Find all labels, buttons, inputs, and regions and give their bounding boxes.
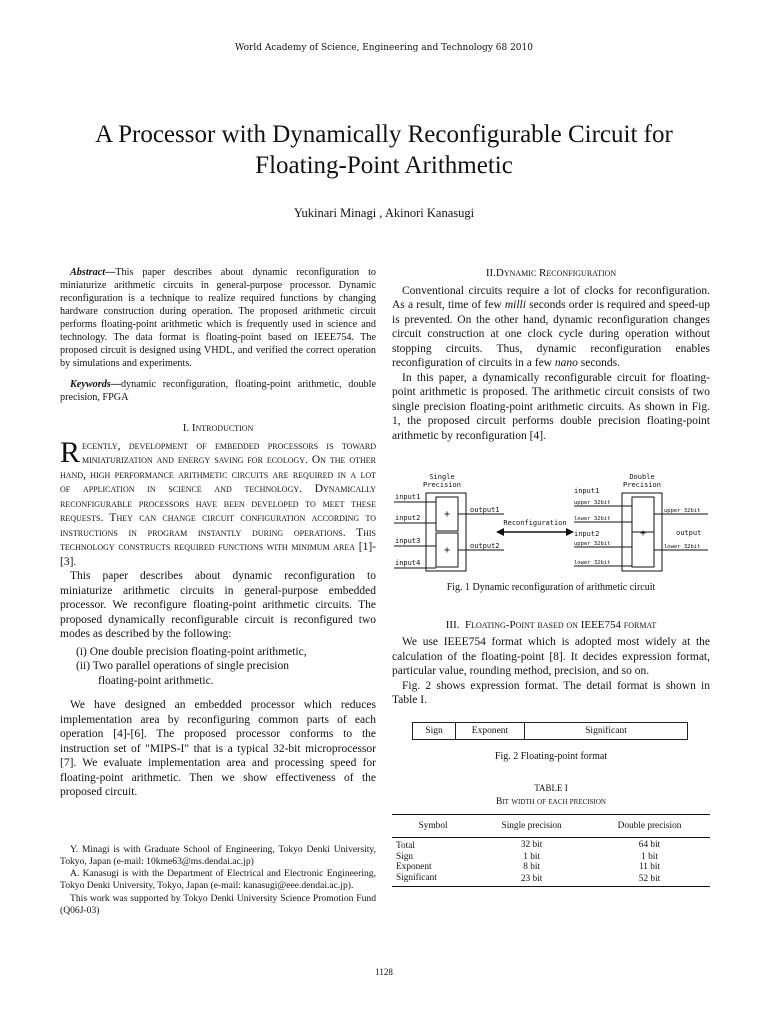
footnote-2: A. Kanasugi is with the Department of Electrical and Electronic Engineering, Tokyo Denki University, Tokyo, Japan (e-mail: kanasugi@eee.dendai.ac.jp). bbox=[60, 868, 376, 892]
section-number: II. bbox=[485, 267, 496, 279]
figure-1-diagram bbox=[392, 473, 710, 573]
fp-paragraph-2: Fig. 2 shows expression format. The detail format is shown in Table I. bbox=[392, 679, 710, 706]
fig1-double-lower-in2: lower 32bit bbox=[574, 560, 611, 566]
footnote-1: Y. Minagi is with Graduate School of Engineering, Tokyo Denki University, Tokyo, Japan (e-mail: 10kme63@ms.dendai.ac.jp) bbox=[60, 843, 376, 867]
table-row bbox=[392, 873, 710, 887]
section-title: Floating-Point based on IEEE754 format bbox=[465, 618, 657, 631]
text-span: Conventional circuits require a lot of clocks for reconfiguration. As a result, time of few bbox=[392, 284, 710, 311]
keywords-text: dynamic reconfiguration, floating-point arithmetic, double precision, FPGA bbox=[60, 379, 376, 403]
fig1-output1: output1 bbox=[470, 506, 500, 514]
table-row bbox=[392, 862, 710, 873]
table-header-row bbox=[392, 814, 710, 838]
table-cell: Sign bbox=[396, 851, 414, 862]
fig1-plus-1: + bbox=[443, 509, 451, 520]
fig1-double-label2: Precision bbox=[623, 481, 661, 489]
drop-cap: R bbox=[60, 435, 81, 469]
fig1-input3: input3 bbox=[395, 537, 421, 545]
section-heading-dynamic-reconfiguration bbox=[392, 266, 710, 281]
section-heading-floating-point bbox=[392, 618, 710, 633]
reconfig-paragraph-2: In this paper, a dynamically reconfigurable circuit for floating-point arithmetic is proposed. The arithmetic circuit consists of two single precision floating-point arithmetic circuits. As shown in Fig. 1, the proposed circuit performs double precision floating-point arithmetic by reconfiguration [4]. bbox=[392, 371, 710, 442]
intro-paragraph-2: This paper describes about dynamic reconfiguration to miniaturize arithmetic circuits in general-purpose embedded processor. We reconfigure floating-point arithmetic circuits. The proposed dynamically reconfigurable circuit is reconfigured two modes as described by the following: bbox=[60, 570, 376, 640]
fig1-double-upper-in2: upper 32bit bbox=[574, 541, 611, 547]
fig1-arrow-left-icon bbox=[496, 528, 504, 536]
fig1-double-input2: input2 bbox=[574, 530, 600, 538]
paper-authors: Yukinari Minagi , Akinori Kanasugi bbox=[293, 206, 475, 220]
fig1-output2: output2 bbox=[470, 542, 500, 550]
table-header-double: Double precision bbox=[617, 820, 682, 831]
footnote-3: This work was supported by Tokyo Denki University Science Promotion Fund (Q06J-03) bbox=[60, 892, 376, 916]
fp-paragraph-1: We use IEEE754 format which is adopted most widely at the calculation of the floating-point [8]. It decides expression format, particular value, rounding method, precision, and so on. bbox=[392, 636, 710, 677]
table-1-label: TABLE I bbox=[534, 782, 568, 793]
table-cell: 1 bit bbox=[641, 851, 658, 862]
fig2-cell-significant: Significant bbox=[525, 722, 688, 740]
figure-1-caption: Fig. 1 Dynamic reconfiguration of arithmetic circuit bbox=[446, 582, 656, 593]
table-cell: Total bbox=[396, 841, 415, 851]
figure-1-svg bbox=[392, 473, 710, 583]
table-cell: Exponent bbox=[396, 862, 432, 872]
fig2-cell-exponent: Exponent bbox=[456, 722, 525, 740]
fig1-double-lower-out: lower 32bit bbox=[664, 544, 701, 550]
section-number: I. bbox=[182, 422, 190, 434]
fig2-cell-sign: Sign bbox=[413, 722, 456, 740]
section-title: Introduction bbox=[191, 422, 254, 434]
fig1-double-lower-in1: lower 32bit bbox=[574, 516, 611, 522]
fig1-double-label1: Double bbox=[629, 473, 655, 481]
italic-milli: milli bbox=[504, 299, 526, 311]
journal-header: World Academy of Science, Engineering and Technology 68 2010 bbox=[235, 43, 533, 53]
section-title: Dynamic Reconfiguration bbox=[495, 267, 617, 279]
mode-list bbox=[60, 645, 376, 689]
fig1-double-upper-out: upper 32bit bbox=[664, 508, 701, 514]
fig1-plus-double: + bbox=[639, 528, 647, 539]
mode-list-item-2a: (ii) Two parallel operations of single precision bbox=[76, 660, 289, 672]
fig1-input1: input1 bbox=[395, 493, 421, 501]
footnotes bbox=[60, 844, 376, 918]
keywords bbox=[60, 378, 376, 404]
fig1-double-output: output bbox=[676, 529, 702, 537]
fig1-arrow-right-icon bbox=[566, 528, 574, 536]
left-column bbox=[60, 266, 376, 917]
table-1-title: Bit width of each precision bbox=[496, 797, 606, 807]
figure-2-caption: Fig. 2 Floating-point format bbox=[494, 751, 608, 762]
fig1-input2: input2 bbox=[395, 514, 421, 522]
fig1-single-outer-box bbox=[426, 493, 466, 571]
figure-2-format-table bbox=[412, 722, 688, 741]
table-1 bbox=[392, 814, 710, 888]
abstract-label: Abstract— bbox=[70, 267, 116, 278]
section-heading-introduction bbox=[60, 421, 376, 436]
mode-list-item-2b: floating-point arithmetic. bbox=[98, 674, 214, 687]
mode-list-item-1: (i) One double precision floating-point arithmetic, bbox=[76, 645, 307, 658]
table-cell: 1 bit bbox=[523, 851, 541, 862]
fig1-reconfiguration-label: Reconfiguration bbox=[503, 519, 567, 527]
abstract-text: This paper describes about dynamic reconfiguration to miniaturize arithmetic circuits in general-purpose processor. Dynamic reconfiguration is a technique to realize required functions by changing hardware construction during operation. The proposed arithmetic circuit performs floating-point arithmetic which is frequently used in science and technology. The data format is floating-point based on IEEE754. The proposed circuit is designed using VHDL, and verified the correct operation by simulations and experiments. bbox=[60, 267, 376, 369]
intro-paragraph-1-text: ecently, development of embedded processors is toward miniaturization and energy saving for ecology. On the other hand, high performance arithmetic circuits are required in a lot of application in science and technology. Dynamically reconfigurable processors have been developed to meet these requests. They can change circuit configuration according to instructions in program instantly during operations. This technology constructs required functions with minimum area [1]-[3]. bbox=[60, 439, 376, 568]
table-cell: 32 bit bbox=[520, 839, 543, 850]
text-span: seconds. bbox=[577, 357, 621, 369]
table-row bbox=[392, 852, 710, 863]
text-span: seconds order is required and speed-up is prevented. On the other hand, dynamic reconfiguration changes circuit construction at one clock cycle during operation without stopping circuits. Thus, dynamic reconfiguration enables reconfiguration of circuits in a few bbox=[392, 299, 710, 369]
fig1-double-input1: input1 bbox=[574, 487, 600, 495]
table-cell: 11 bit bbox=[638, 862, 661, 872]
intro-paragraph-3: We have designed an embedded processor which reduces implementation area by reconfiguring common parts of each operation [4]-[6]. The proposed processor conforms to the instruction set of "MIPS-I" that is a typical 32-bit microprocessor [7]. We evaluate implementation area and processing speed for floating-point arithmetic. Then we show effectiveness of the proposed circuit. bbox=[60, 699, 376, 798]
section-number: III. bbox=[445, 618, 460, 631]
italic-nano: nano bbox=[554, 357, 578, 369]
abstract bbox=[60, 266, 376, 370]
table-row bbox=[392, 838, 710, 852]
fig1-input4: input4 bbox=[395, 559, 421, 567]
table-header-single: Single precision bbox=[501, 820, 562, 831]
page-number: 1128 bbox=[375, 967, 393, 977]
fig1-single-label2: Precision bbox=[423, 481, 461, 489]
table-cell: 8 bit bbox=[523, 862, 541, 872]
table-cell: 52 bit bbox=[638, 874, 661, 884]
paper-title: A Processor with Dynamically Reconfigurable Circuit for Floating-Point Arithmetic bbox=[95, 121, 673, 179]
right-column bbox=[392, 266, 710, 887]
fig1-plus-2: + bbox=[443, 545, 451, 556]
table-cell: 23 bit bbox=[520, 874, 543, 884]
fig1-double-upper-in1: upper 32bit bbox=[574, 500, 611, 506]
intro-paragraph-1 bbox=[60, 435, 376, 570]
table-cell: Significant bbox=[396, 872, 437, 883]
fig1-single-label1: Single bbox=[429, 473, 455, 481]
reconfig-paragraph-1 bbox=[392, 284, 710, 371]
keywords-label: Keywords— bbox=[70, 379, 121, 390]
table-header-symbol: Symbol bbox=[418, 820, 448, 831]
table-cell: 64 bit bbox=[638, 839, 661, 850]
